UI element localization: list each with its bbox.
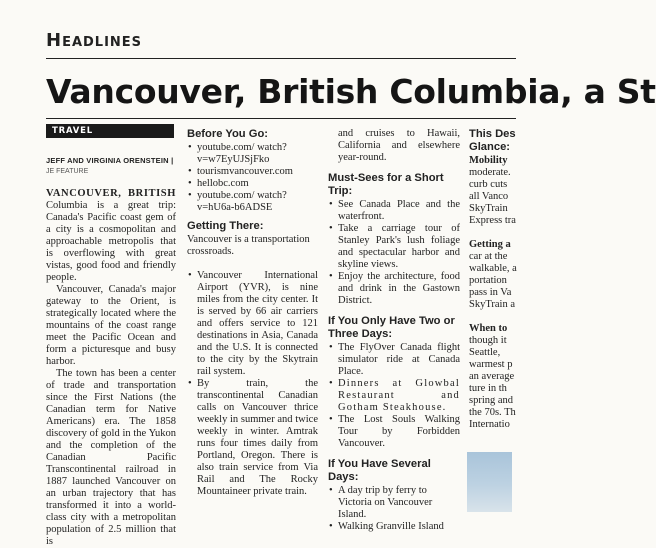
list-item: • Dinners at Glowbal Restaurant and Gotham Steakhouse. (328, 378, 460, 414)
two-days-list (328, 342, 460, 450)
text-line: Getting a (469, 239, 511, 250)
text-line: car at the (469, 251, 508, 262)
article-column-2 (187, 128, 318, 504)
list-item: • See Canada Place and the waterfront. (328, 199, 460, 223)
list-item: • Vancouver International Airport (YVR), is nine miles from the city center. It is served by 66 air carriers and offers service to 121 destinations in Asia, Canada and the U.S. It is connected to the city by the Skytrain rail system. (187, 270, 318, 378)
list-item: • The FlyOver Canada flight simulator ride at Canada Place. (328, 342, 460, 378)
section-rule (46, 58, 516, 59)
heading-must-sees: Must-Sees for a Short Trip: (328, 172, 444, 197)
list-item: • Enjoy the architecture, food and drink in the Gastown District. (328, 271, 460, 307)
heading-destination-glance: This Des Glance: (469, 128, 516, 153)
article-column-3 (328, 128, 460, 539)
list-item: • tourismvancouver.com (187, 166, 318, 178)
getting-around-lines (469, 239, 517, 311)
getting-list (187, 270, 318, 498)
category-tag: TRAVEL (46, 124, 174, 138)
heading-two-three-days: If You Only Have Two or Three Days: (328, 315, 455, 340)
list-item: • A day trip by ferry to Victoria on Vancouver Island. (328, 485, 460, 521)
text-line: Express tra (469, 215, 516, 226)
byline-authors: JEFF AND VIRGINIA ORENSTEIN | (46, 156, 174, 165)
lead-in: VANCOUVER, BRITISH (46, 188, 176, 199)
paragraph-intro: VANCOUVER, BRITISH Columbia is a great trip: Canada's Pacific coast gem of a city is a cosmopolitan and approachable metropolis that is overflowing with great vistas, good food and friendly people. (46, 188, 176, 283)
article-column-4 (469, 128, 517, 431)
text-line: all Vanco (469, 191, 509, 202)
list-item: • Take a carriage tour of Stanley Park's lush foliage and spectacular harbor and skyline views. (328, 223, 460, 271)
heading-getting-there: Getting There: (187, 220, 264, 232)
heading-before-you-go: Before You Go: (187, 128, 269, 140)
byline-source: JE FEATURE (46, 168, 89, 175)
list-item: • The Lost Souls Walking Tour by Forbidden Vancouver. (328, 414, 460, 450)
before-list (187, 142, 318, 214)
text-line: pass in Va (469, 287, 512, 298)
getting-intro: Vancouver is a transportation crossroads. (187, 234, 310, 257)
article-column-1 (46, 188, 176, 548)
paragraph-history: The town has been a center of trade and transportation since the First Nations (the Canadian term for Native Americans) era. The 1858 discovery of gold in the Yukon and the completion of the Canadian Pacific Transcontinental railroad in 1887 launched Vancouver on an urban trajectory that has transformed it into a world-class city with a metropolitan population of 2.5 million that is (46, 368, 176, 547)
list-item: • youtube.com/ watch?v=w7EyUJSjFko (187, 142, 318, 166)
text-line: warmest p (469, 359, 513, 370)
section-title: Headlines (46, 30, 143, 51)
text-line: Seattle, (469, 347, 501, 358)
article-photo (467, 452, 512, 512)
text-line: the 70s. Th (469, 407, 516, 418)
list-item: • youtube.com/ watch?v=hU6a-b6ADSE (187, 190, 318, 214)
paragraph-gateway: Vancouver, Canada's major gateway to the Orient, is strategically located where the mountains of the coast range meet the Pacific Ocean and form a picturesque and busy harbor. (46, 284, 176, 367)
cruise-continuation: and cruises to Hawaii, California and elsewhere year-round. (338, 128, 460, 163)
text-line: ture in th (469, 383, 507, 394)
several-days-list (328, 485, 460, 533)
list-item: • hellobc.com (187, 178, 318, 190)
must-list (328, 199, 460, 307)
list-item: • Walking Granville Island (328, 521, 460, 533)
text-line: an average (469, 371, 515, 382)
text-line: Internatio (469, 419, 510, 430)
text-line: walkable, a (469, 263, 517, 274)
text-line: moderate. (469, 167, 511, 178)
text-line: curb cuts (469, 179, 508, 190)
headline-rule (46, 118, 516, 119)
text-line: SkyTrain (469, 203, 508, 214)
text-line: SkyTrain a (469, 299, 515, 310)
text-line: though it (469, 335, 507, 346)
text-line: Mobility (469, 155, 508, 166)
when-to-go-lines (469, 323, 516, 431)
heading-several-days: If You Have Several Days: (328, 458, 431, 483)
mobility-lines (469, 155, 516, 227)
text-line: When to (469, 323, 508, 334)
article-headline: Vancouver, British Columbia, a St (46, 72, 656, 111)
list-item: • By train, the transcontinental Canadian calls on Vancouver thrice weekly in summer and twice weekly in winter. Amtrak runs four times daily from Portland, Oregon. There is also train service from Via Rail and The Rocky Mountaineer private train. (187, 378, 318, 498)
text-line: portation (469, 275, 507, 286)
text-line: spring and (469, 395, 514, 406)
